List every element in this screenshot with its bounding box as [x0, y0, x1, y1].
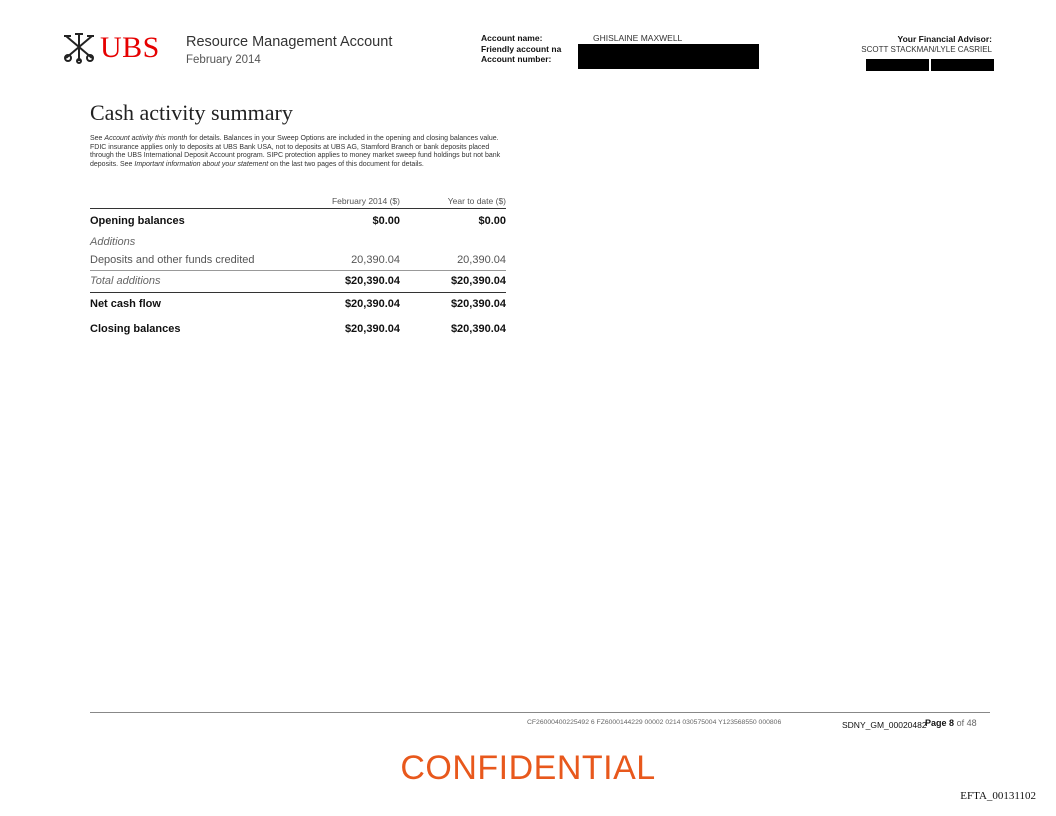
- redaction-box: [578, 44, 759, 69]
- efta-id: EFTA_00131102: [960, 790, 1036, 802]
- row-ytd-value: 20,390.04: [457, 254, 506, 266]
- column-header-month: February 2014 ($): [331, 196, 400, 206]
- row-label: Deposits and other funds credited: [90, 254, 255, 266]
- row-label: Total additions: [90, 275, 161, 287]
- table-row-deposits: [90, 251, 506, 271]
- statement-period: February 2014: [186, 54, 261, 66]
- section-title: Cash activity summary: [90, 100, 293, 125]
- row-ytd-value: $20,390.04: [450, 298, 506, 310]
- row-ytd-value: $20,390.04: [450, 323, 506, 335]
- row-month-value: $20,390.04: [344, 298, 400, 310]
- table-row-closing: [90, 320, 506, 340]
- account-number-label: Account number:: [481, 54, 552, 64]
- row-month-value: 20,390.04: [351, 254, 400, 266]
- row-label: Closing balances: [90, 323, 181, 335]
- table-row-net-cash-flow: [90, 293, 506, 320]
- table-header: [90, 195, 506, 209]
- redaction-box: [931, 59, 994, 71]
- bates-number: SDNY_GM_00020482: [842, 720, 927, 730]
- table-row-additions: [90, 231, 506, 251]
- product-name: Resource Management Account: [186, 34, 393, 50]
- row-label: Additions: [90, 236, 136, 248]
- ubs-keys-logo-icon: [62, 30, 96, 64]
- row-ytd-value: $0.00: [478, 215, 506, 227]
- brand-name: UBS: [100, 31, 160, 64]
- account-labels: [481, 33, 561, 65]
- row-month-value: $20,390.04: [344, 275, 400, 287]
- account-name-value: GHISLAINE MAXWELL: [593, 33, 683, 43]
- confidential-stamp: CONFIDENTIAL: [400, 749, 656, 787]
- ubs-logo: [62, 28, 182, 68]
- cash-activity-table: [90, 195, 506, 340]
- row-label: Opening balances: [90, 215, 185, 227]
- account-name-label: Account name:: [481, 33, 543, 43]
- table-row-total-additions: [90, 271, 506, 293]
- section-intro: See Account activity this month for details. Balances in your Sweep Options are included in the opening and closing balances value. FDIC insurance applies only to deposits at UBS Bank USA, not to deposits at UBS AG, Stamford Branch or bank deposits placed through the UBS International Deposit Account program. SIPC protection applies to money market sweep fund holdings but not bank deposits. See Important information about your statement on the last two pages of this document for details.: [90, 135, 501, 169]
- page-number: Page 8 of 48: [925, 718, 977, 728]
- row-label: Net cash flow: [90, 298, 161, 310]
- statement-code: CF26000400225492 6 FZ6000144229 00002 0214 030575004 Y123568550 000806: [527, 719, 782, 726]
- row-month-value: $0.00: [372, 215, 400, 227]
- column-header-ytd: Year to date ($): [447, 196, 506, 206]
- redaction-box: [866, 59, 929, 71]
- row-ytd-value: $20,390.04: [450, 275, 506, 287]
- advisor-name: SCOTT STACKMAN/LYLE CASRIEL: [861, 45, 992, 54]
- advisor-label: Your Financial Advisor:: [897, 34, 992, 44]
- footer-divider: [90, 712, 990, 713]
- table-row-opening: [90, 209, 506, 231]
- friendly-account-label: Friendly account na: [481, 43, 562, 54]
- row-month-value: $20,390.04: [344, 323, 400, 335]
